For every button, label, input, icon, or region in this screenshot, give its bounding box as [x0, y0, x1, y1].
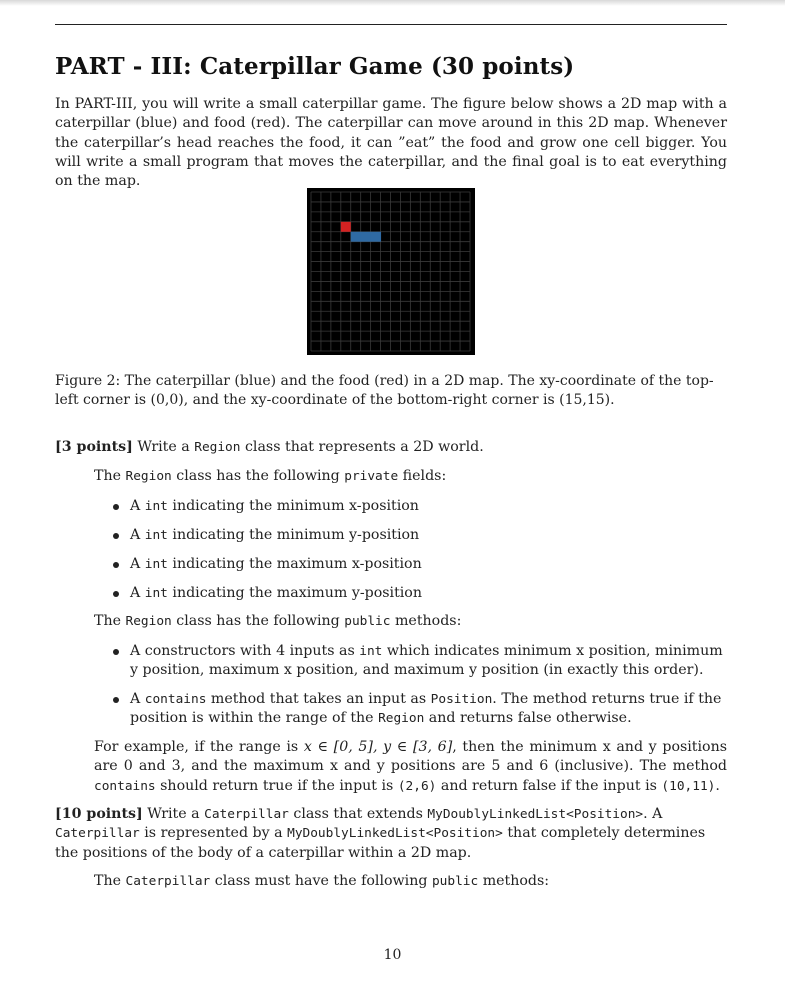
caterpillar-points: [10 points]	[55, 806, 143, 822]
caterpillar-methods-intro: The Caterpillar class must have the following public methods:	[94, 873, 550, 889]
page-number: 10	[383, 947, 402, 963]
bullet-icon	[113, 591, 119, 597]
bullet-icon	[113, 533, 119, 539]
figure-caption: Figure 2: The caterpillar (blue) and the food (red) in a 2D map. The xy-coordinate of the top-left corner is (0,0), and the xy-coordinate of the bottom-right corner is (15,15).	[55, 373, 714, 409]
region-task-heading: [3 points] Write a Region class that represents a 2D world.	[55, 439, 484, 455]
caterpillar-segment	[371, 232, 381, 242]
methods-intro: The Region class has the following public methods:	[94, 613, 462, 629]
caterpillar-segment	[361, 232, 371, 242]
bullet-icon	[113, 504, 119, 510]
caterpillar-segment	[351, 232, 361, 242]
region-points: [3 points]	[55, 439, 133, 455]
page-title: PART - III: Caterpillar Game (30 points)	[55, 53, 575, 80]
header-rule	[55, 24, 727, 25]
map-grid	[307, 188, 475, 355]
bullet-icon	[113, 562, 119, 568]
region-example-paragraph: For example, if the range is x ∈ [0, 5], y ∈ [3, 6], then the minimum x and y positions are 0 and 3, and the maximum x and y positions are 5 and 6 (inclusive). The method contains should return true if the input is (2,6) and return false if the input is (10,11).	[94, 739, 727, 794]
page-top-shadow	[0, 0, 785, 6]
intro-paragraph: In PART-III, you will write a small caterpillar game. The figure below shows a 2D map with a caterpillar (blue) and food (red). The caterpillar can move around in this 2D map. Whenever the caterpillar’s head reaches the food, it can ”eat” the food and grow one cell bigger. You will write a small program that moves the caterpillar, and the final goal is to eat everything on the map.	[55, 96, 727, 190]
caterpillar-map-figure	[307, 188, 475, 355]
food-cell	[341, 222, 351, 232]
bullet-icon	[113, 697, 119, 703]
fields-intro: The Region class has the following private fields:	[94, 468, 447, 484]
bullet-icon	[113, 649, 119, 655]
caterpillar-task-heading: [10 points] Write a Caterpillar class that extends MyDoublyLinkedList<Position>. A Caterpillar is represented by a MyDoublyLinkedList<Position> that completely determines the positions of the body of a caterpillar within a 2D map.	[55, 806, 706, 861]
